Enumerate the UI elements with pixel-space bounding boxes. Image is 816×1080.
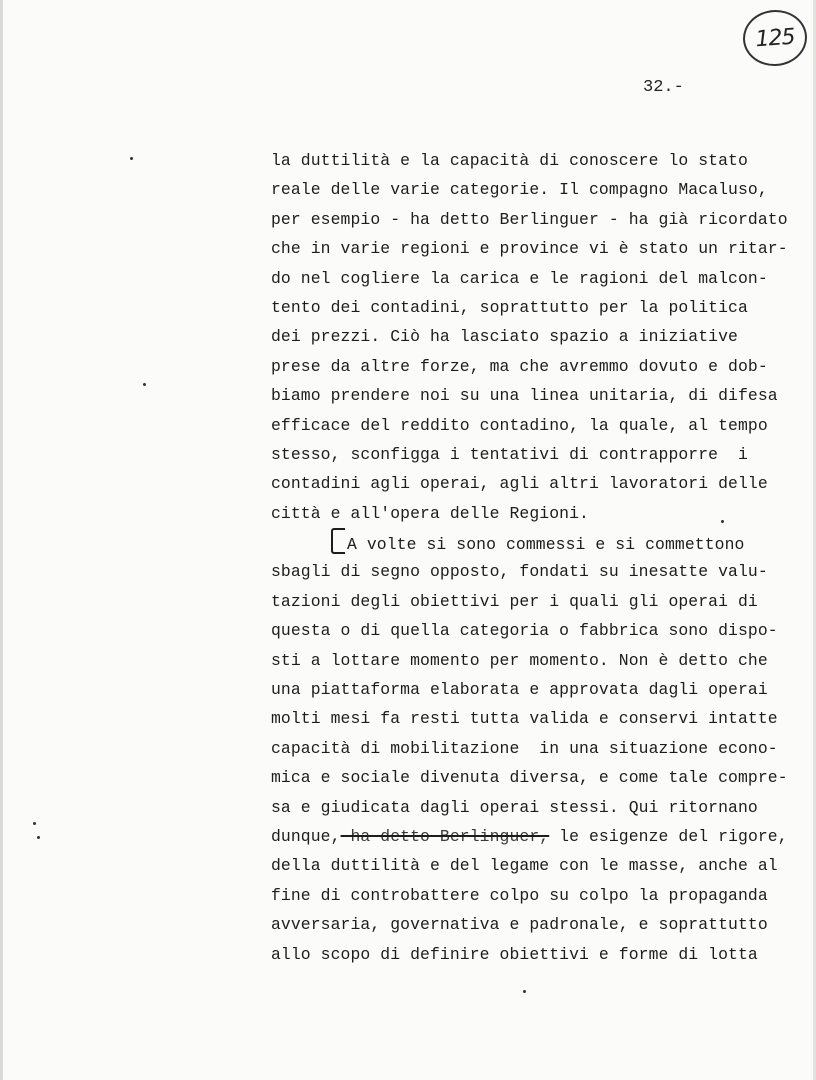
- text-line: dei prezzi. Ciò ha lasciato spazio a iniziative: [271, 327, 738, 347]
- text-line: questa o di quella categoria o fabbrica sono dispo-: [271, 621, 778, 641]
- text-line: tazioni degli obiettivi per i quali gli operai di: [271, 591, 758, 611]
- page-number: 32.-: [643, 78, 684, 97]
- scan-speck: [143, 383, 146, 386]
- scan-speck: [523, 990, 526, 993]
- text-line: mica e sociale divenuta diversa, e come tale compre-: [271, 768, 788, 788]
- text-line: molti mesi fa resti tutta valida e conservi intatte: [271, 709, 778, 729]
- text-line: tento dei contadini, soprattutto per la politica: [271, 297, 748, 317]
- text-line-content: A volte si sono commessi e si commettono: [347, 535, 745, 555]
- text-line: prese da altre forze, ma che avremmo dovuto e dob-: [271, 356, 768, 376]
- text-line: reale delle varie categorie. Il compagno Macaluso,: [271, 180, 768, 200]
- text-line: allo scopo di definire obiettivi e forme di lotta: [271, 944, 758, 964]
- scan-speck: [130, 157, 133, 160]
- text-line: efficace del reddito contadino, la quale, al tempo: [271, 415, 768, 435]
- text-line: per esempio - ha detto Berlinguer - ha già ricordato: [271, 209, 788, 229]
- text-line: sti a lottare momento per momento. Non è detto che: [271, 650, 768, 670]
- handwritten-bracket-mark: [331, 528, 345, 554]
- archive-stamp: [741, 8, 809, 68]
- text-line: sa e giudicata dagli operai stessi. Qui ritornano: [271, 797, 758, 817]
- text-line: avversaria, governativa e padronale, e soprattutto: [271, 915, 768, 935]
- text-line-content: le esigenze del rigore,: [559, 826, 788, 846]
- body-text: [271, 146, 801, 969]
- text-line: città e all'opera delle Regioni.: [271, 503, 589, 523]
- scan-speck: [721, 520, 724, 523]
- edited-line: [271, 822, 801, 851]
- text-line: contadini agli operai, agli altri lavoratori delle: [271, 474, 768, 494]
- struck-through-text: ha detto Berlinguer,: [340, 826, 550, 846]
- text-line: fine di controbattere colpo su colpo la propaganda: [271, 885, 768, 905]
- scan-speck: [33, 822, 36, 825]
- scan-speck: [37, 836, 40, 839]
- archive-stamp-number: 125: [754, 24, 796, 52]
- text-line: biamo prendere noi su una linea unitaria, di difesa: [271, 386, 778, 406]
- text-line: capacità di mobilitazione in una situazione econo-: [271, 738, 778, 758]
- text-line: della duttilità e del legame con le masse, anche al: [271, 856, 778, 876]
- paragraph-start-line: [271, 528, 801, 557]
- text-line: sbagli di segno opposto, fondati su inesatte valu-: [271, 562, 768, 582]
- text-line: che in varie regioni e province vi è stato un ritar-: [271, 239, 788, 259]
- text-line: la duttilità e la capacità di conoscere lo stato: [271, 151, 748, 170]
- text-line: stesso, sconfigga i tentativi di contrapporre i: [271, 444, 748, 464]
- line-prefix: dunque,: [271, 826, 341, 846]
- text-line: do nel cogliere la carica e le ragioni del malcon-: [271, 268, 768, 288]
- text-line: una piattaforma elaborata e approvata dagli operai: [271, 680, 768, 700]
- line-gap: [549, 827, 559, 846]
